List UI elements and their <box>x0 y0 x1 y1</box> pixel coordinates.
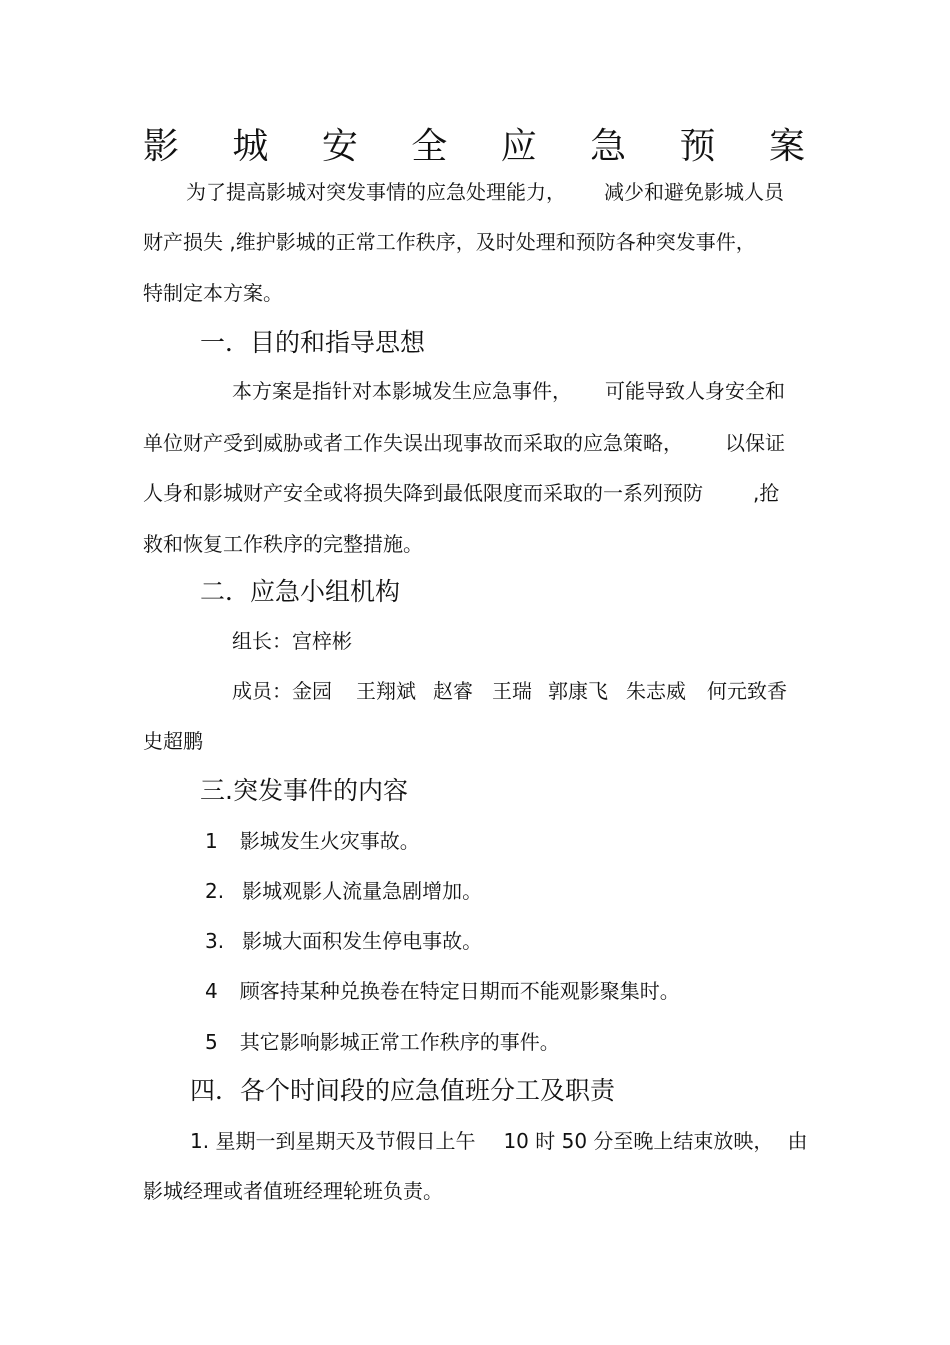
section-1-text: 单位财产受到威胁或者工作失误出现事故而采取的应急策略， <box>143 431 683 455</box>
member-name: 金园 <box>292 679 332 703</box>
section-1-text: 本方案是指针对本影城发生应急事件， <box>232 379 572 403</box>
section-1-line-4: 救和恢复工作秩序的完整措施。 <box>143 532 423 556</box>
list-text: 影城发生火灾事故。 <box>239 829 420 853</box>
list-text: 其它影响影城正常工作秩序的事件。 <box>239 1030 560 1054</box>
leader-line <box>232 629 352 653</box>
intro-line-2: 财产损失 ,维护影城的正常工作秩序，及时处理和预防各种突发事件， <box>143 230 756 254</box>
section-4-text: 10 时 50 分至晚上结束放映， <box>503 1129 774 1153</box>
section-4-line-2: 影城经理或者值班经理轮班负责。 <box>143 1179 443 1203</box>
list-number: 4 <box>205 979 218 1003</box>
section-1-line-3 <box>143 481 779 505</box>
title-char: 急 <box>590 126 627 167</box>
list-number: 3. <box>205 929 225 953</box>
section-4-text: 由 <box>787 1129 808 1153</box>
intro-line-3: 特制定本方案。 <box>143 281 283 305</box>
leader-name: 宫梓彬 <box>292 629 352 653</box>
member-name: 王翔斌 <box>356 679 416 703</box>
member-name: 王瑞 <box>492 679 532 703</box>
members-line-wrap: 史超鹏 <box>143 729 203 753</box>
section-1-text: 以保证 <box>725 431 785 455</box>
list-item <box>205 879 482 903</box>
member-name: 何元致香 <box>707 679 787 703</box>
section-1-line-1 <box>232 379 785 403</box>
section-1-text: 可能导致人身安全和 <box>605 379 785 403</box>
list-number: 1 <box>205 829 218 853</box>
section-4-text: 1. 星期一到星期天及节假日上午 <box>190 1129 476 1153</box>
list-item <box>205 929 482 953</box>
document-title <box>143 124 805 170</box>
section-4-heading: 四．各个时间段的应急值班分工及职责 <box>190 1076 616 1105</box>
title-char: 全 <box>411 126 448 167</box>
list-number: 2. <box>205 879 225 903</box>
list-text: 顾客持某种兑换卷在特定日期而不能观影聚集时。 <box>239 979 680 1003</box>
title-char: 预 <box>679 126 716 167</box>
list-item <box>205 979 680 1003</box>
intro-text: 减少和避免影城人员 <box>604 180 784 204</box>
section-3-heading: 三.突发事件的内容 <box>200 776 408 805</box>
intro-text: 为了提高影城对突发事情的应急处理能力， <box>186 180 566 204</box>
member-name: 赵睿 <box>433 679 473 703</box>
list-number: 5 <box>205 1030 218 1054</box>
intro-line-1 <box>186 180 784 204</box>
title-char: 影 <box>143 126 180 167</box>
title-char: 安 <box>321 126 358 167</box>
list-item <box>205 1030 560 1054</box>
list-text: 影城大面积发生停电事故。 <box>242 929 483 953</box>
members-label: 成员： <box>232 679 292 703</box>
title-char: 城 <box>232 126 269 167</box>
list-text: 影城观影人流量急剧增加。 <box>242 879 483 903</box>
section-2-heading: 二．应急小组机构 <box>200 577 401 606</box>
member-name: 郭康飞 <box>548 679 608 703</box>
section-4-line-1 <box>190 1129 807 1153</box>
section-1-line-2 <box>143 431 785 455</box>
members-line <box>232 679 787 703</box>
section-1-heading: 一．目的和指导思想 <box>200 328 426 357</box>
section-1-text: ,抢 <box>753 481 780 505</box>
title-char: 案 <box>768 126 805 167</box>
list-item <box>205 829 420 853</box>
title-char: 应 <box>500 126 537 167</box>
leader-label: 组长： <box>232 629 292 653</box>
section-1-text: 人身和影城财产安全或将损失降到最低限度而采取的一系列预防 <box>143 481 703 505</box>
member-name: 朱志威 <box>626 679 686 703</box>
